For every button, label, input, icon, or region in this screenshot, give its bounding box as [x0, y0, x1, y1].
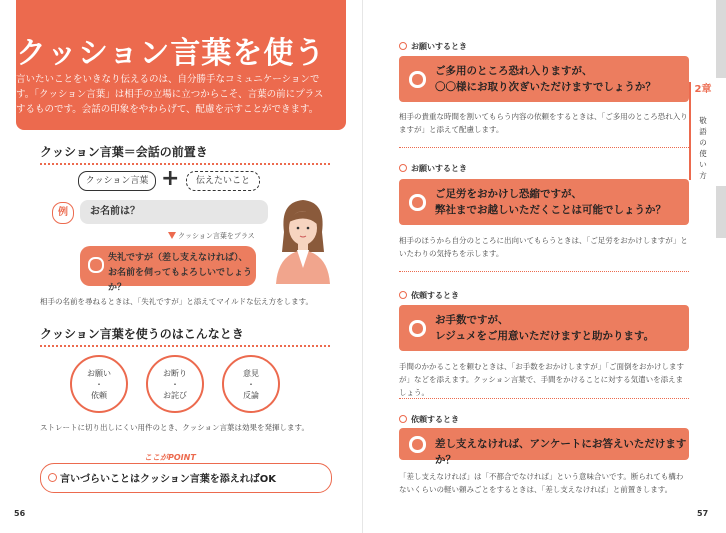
ring-icon	[409, 194, 426, 211]
phrase-line-2: 弊社までお越しいただくことは可能でしょうか？	[435, 204, 666, 216]
page-number-right: 57	[697, 509, 709, 518]
divider	[399, 271, 689, 272]
circle-refusal-l1: お断り	[163, 368, 187, 378]
note-name-question: 相手の名前を尋ねるときは、「失礼ですが」と添えてマイルドな伝え方をします。	[40, 297, 313, 306]
scene-tag-label: お願いするとき	[411, 42, 467, 51]
chapter-number: 2章	[694, 84, 712, 95]
polite-line-1: 失礼ですが（差し支えなければ）、	[108, 253, 248, 263]
phrase-line-1: ご多用のところ恐れ入りますが、	[435, 65, 593, 77]
example-badge: 例	[52, 202, 74, 224]
gear-icon	[399, 42, 407, 50]
scene-tag-label: お願いするとき	[411, 164, 467, 173]
phrase-desc: 「差し支えなければ」は「不都合でなければ」という意味合いです。断られても構わないくらいの軽い頼みごとをするときは、「差し支えなければ」と前置きします。	[399, 472, 684, 494]
intro-text: 言いたいことをいきなり伝えるのは、自分勝手なコミュニケーションです。「クッション言葉」は相手の立場に立つからこそ、言葉の前にプラスするものです。会話の印象をやわらげて、配慮を示すことができます。	[16, 74, 324, 115]
divider	[399, 147, 689, 148]
scene-tag-label: 依頼するとき	[411, 291, 459, 300]
phrase-line-1: 差し支えなければ、アンケートにお答えいただけますか？	[435, 438, 687, 466]
phrase-desc: 相手の貴重な時間を割いてもらう内容の依頼をするときは、「ご多用のところ恐れ入りますが」と添えて配慮します。	[399, 112, 688, 134]
note-effect: ストレートに切り出しにくい用件のとき、クッション言葉は効果を発揮します。	[40, 423, 309, 432]
phrase-line-1: ご足労をおかけし恐縮ですが、	[435, 188, 582, 200]
page-title: クッション言葉を使う	[16, 36, 326, 71]
arrow-down-icon	[168, 232, 176, 239]
circle-request	[70, 355, 128, 413]
circle-request-l2: ・	[95, 379, 103, 389]
section-divider	[40, 345, 330, 347]
polite-line-2: お名前を伺ってもよろしいでしょうか？	[108, 268, 253, 293]
scene-tag-label: 依頼するとき	[411, 415, 459, 424]
divider	[399, 398, 689, 399]
ring-icon	[88, 257, 104, 273]
circle-opinion-l3: 反論	[243, 390, 259, 400]
section-title-preface: クッション言葉＝会話の前置き	[40, 145, 208, 159]
gear-icon	[399, 415, 407, 423]
speech-bubble-plain	[80, 200, 268, 224]
section-title-when: クッション言葉を使うのはこんなとき	[40, 327, 244, 341]
speech-bubble-polite	[80, 246, 256, 293]
circle-refusal-l2: ・	[171, 379, 179, 389]
ring-icon	[409, 320, 426, 337]
scene-tag	[399, 414, 459, 425]
pill-message: 伝えたいこと	[186, 171, 260, 191]
gear-icon	[399, 164, 407, 172]
phrase-desc: 手間のかかることを頼むときは、「お手数をおかけしますが」「ご面倒をおかけしますが」などを添えます。クッション言葉で、手間をかけることに対する気遣いを添えましょう。	[399, 362, 684, 397]
circle-refusal	[146, 355, 204, 413]
point-label: ここがPOINT	[140, 452, 200, 463]
plus-icon: +	[161, 166, 180, 191]
phrase-card	[399, 179, 689, 225]
phrase-line-2: 〇〇様にお取り次ぎいただけますでしょうか？	[435, 81, 656, 93]
phrase-card	[399, 428, 689, 466]
woman-illustration	[270, 192, 336, 284]
gear-icon	[399, 291, 407, 299]
spread-gutter	[362, 0, 363, 533]
section-divider	[40, 163, 330, 165]
scene-tag	[399, 290, 459, 301]
circle-opinion-l1: 意見	[243, 368, 259, 378]
phrase-line-1: お手数ですが、	[435, 314, 509, 326]
chapter-label: 敬語の使い方	[699, 116, 707, 180]
side-tab	[716, 0, 726, 78]
side-tab	[716, 186, 726, 238]
circle-opinion	[222, 355, 280, 413]
phrase-line-2: レジュメをご用意いただけますと助かります。	[435, 330, 655, 342]
phrase-card	[399, 56, 689, 102]
circle-opinion-l2: ・	[247, 379, 255, 389]
circle-request-l1: お願い	[87, 368, 111, 378]
ring-icon	[409, 71, 426, 88]
page-number-left: 56	[14, 509, 26, 518]
point-text: 言いづらいことはクッション言葉を添えればOK	[60, 474, 277, 485]
arrow-label: クッション言葉をプラス	[178, 232, 255, 240]
bullet-icon	[48, 473, 57, 482]
phrase-card	[399, 305, 689, 351]
ring-icon	[409, 436, 426, 453]
plain-question: お名前は？	[90, 206, 140, 217]
circle-request-l3: 依頼	[91, 390, 107, 400]
scene-tag	[399, 41, 467, 52]
pill-cushion-word: クッション言葉	[78, 171, 156, 191]
phrase-desc: 相手のほうから自分のところに出向いてもらうときは、「ご足労をおかけしますが」といたわりの気持ちを示します。	[399, 236, 688, 258]
circle-refusal-l3: お詫び	[163, 390, 187, 400]
scene-tag	[399, 163, 467, 174]
